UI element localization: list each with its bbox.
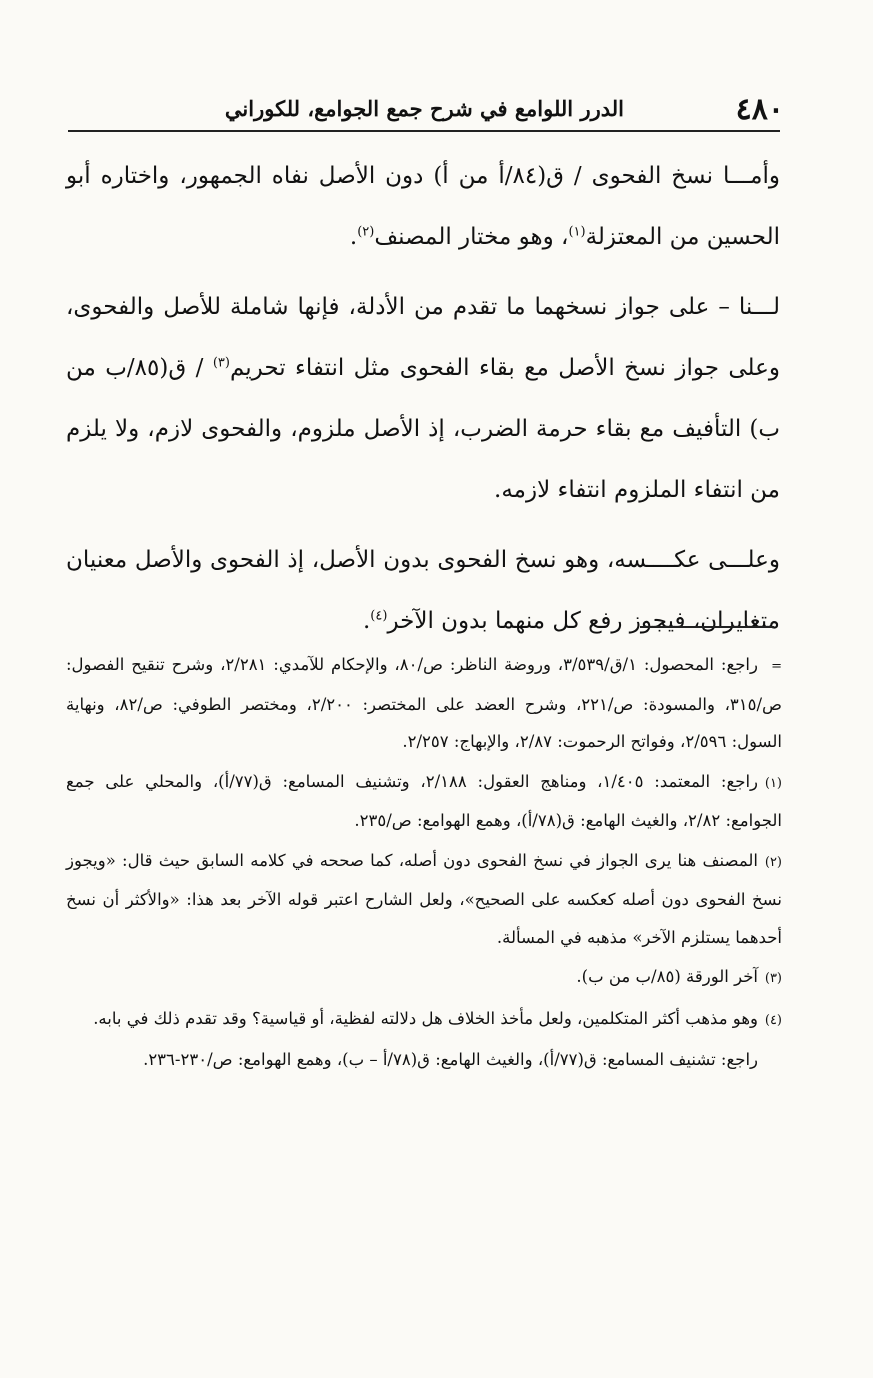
footnote-separator <box>640 626 774 628</box>
main-text <box>66 146 780 652</box>
paragraph-1: وأمـــا نسخ الفحوى / ق(٨٤/أ من أ) دون الأصل نفاه الجمهور، واختاره أبو الحسين من المعتزلة$^{(١)}$، وهو مختار المصنف$^{(٢)}$. <box>66 163 780 250</box>
paragraph-2: لـــنا – على جواز نسخهما ما تقدم من الأدلة، فإنها شاملة للأصل والفحوى، وعلى جواز نسخ الأصل مع بقاء الفحوى مثل انتفاء تحريم$^{(٣)}$ / ق(٨٥/ب من ب) التأفيف مع بقاء حرمة الضرب، إذ الأصل ملزوم، والفحوى لازم، ولا يلزم من انتفاء الملزوم انتفاء لازمه. <box>66 294 780 503</box>
footnote-ref-1[interactable]: (١) <box>568 224 586 240</box>
footnote-4: (٤)وهو مذهب أكثر المتكلمين، ولعل مأخذ الخلاف هل دلالته لفظية، أو قياسية؟ وقد تقدم ذلك في بابه. <box>93 1008 782 1028</box>
page-number: ٤٨٠ <box>735 92 784 127</box>
footnote-3: (٣)آخر الورقة (٨٥/ب من ب). <box>576 967 782 986</box>
footnote-ref-2[interactable]: (٢) <box>357 224 375 240</box>
running-title: الدرر اللوامع في شرح جمع الجوامع، للكوراني <box>224 96 624 121</box>
header-rule <box>68 130 780 132</box>
page-header <box>68 92 784 126</box>
footnote-ref-3[interactable]: (٣) <box>212 355 230 371</box>
footnote-2: (٢)المصنف هنا يرى الجواز في نسخ الفحوى دون أصله، كما صححه في كلامه السابق حيث قال: «ويجوز نسخ الفحوى دون أصله كعكسه على الصحيح»، ولعل الشارح اعتبر قوله الآخر بعد هذا: «والأكثر أن نسخ أحدهما يستلزم الآخر» مذهبه في المسألة. <box>66 850 782 947</box>
paragraph-3: وعلـــى عكــــسه، وهو نسخ الفحوى بدون الأصل، إذ الفحوى والأصل معنيان متغايران، فيجوز رفع كل منهما بدون الآخر$^{(٤)}$. <box>66 547 780 634</box>
footnote-continuation: =راجع: المحصول: ١/ق/٣/٥٣٩، وروضة الناظر: ص/٨٠، والإحكام للآمدي: ٢/٢٨١، وشرح تنقيح الفصول: ص/٣١٥، والمسودة: ص/٢٢١، وشرح العضد على المختصر: ٢/٢٠٠، ومختصر الطوفي: ص/٨٢، ونهاية السول: ٢/٥٩٦، وفواتح الرحموت: ٢/٨٧، والإبهاج: ٢/٢٥٧. <box>66 655 783 751</box>
footnote-1: (١)راجع: المعتمد: ١/٤٠٥، ومناهج العقول: ٢/١٨٨، وتشنيف المسامع: ق(٧٧/أ)، والمحلي على جمع الجوامع: ٢/٨٢، والغيث الهامع: ق(٧٨/أ)، وهمع الهوامع: ص/٢٣٥. <box>66 771 782 830</box>
footnotes <box>66 646 782 1079</box>
footnote-ref-4[interactable]: (٤) <box>370 608 388 624</box>
footnote-4-continuation: راجع: تشنيف المسامع: ق(٧٧/أ)، والغيث الهامع: ق(٧٨/أ – ب)، وهمع الهوامع: ص/٢٣٠-٢٣٦. <box>143 1050 758 1069</box>
